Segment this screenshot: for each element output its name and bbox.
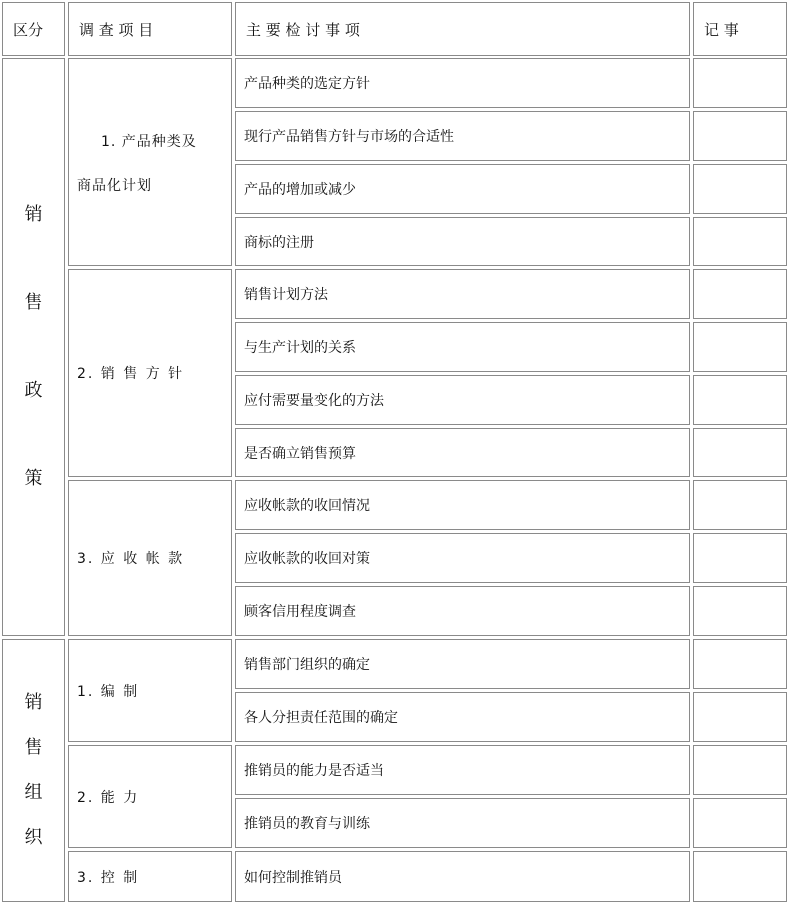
check-item	[235, 851, 690, 902]
check-item	[235, 480, 690, 530]
check-item-text: 应付需要量变化的方法	[244, 393, 384, 409]
notes-cell	[693, 269, 787, 319]
section-sales-policy-char: 售	[24, 292, 43, 313]
check-item	[235, 217, 690, 266]
category-ability	[68, 745, 232, 848]
check-item-text: 是否确立销售预算	[244, 445, 356, 462]
header-division	[2, 2, 65, 56]
category-sales-policy	[68, 269, 232, 477]
section-sales-organization	[2, 639, 65, 902]
category-product-types	[68, 58, 232, 266]
notes-cell	[693, 322, 787, 372]
category-ability-label: 2. 能 力	[77, 789, 140, 806]
header-notes-label: 记 事	[704, 20, 739, 39]
notes-cell	[693, 586, 787, 636]
header-division-label: 区分	[13, 20, 44, 39]
check-item	[235, 586, 690, 636]
check-item-text: 应收帐款的收回情况	[244, 498, 370, 514]
category-product-types-line1: 1. 产品种类及	[101, 134, 197, 150]
check-item	[235, 692, 690, 742]
section-sales-policy	[2, 58, 65, 636]
check-item-text: 现行产品销售方针与市场的合适性	[244, 129, 454, 145]
header-check-items	[235, 2, 690, 56]
check-item	[235, 533, 690, 583]
check-item-text: 顾客信用程度调查	[244, 604, 356, 620]
check-item	[235, 745, 690, 795]
check-item-text: 推销员的教育与训练	[244, 816, 370, 832]
header-survey-item-label: 调 查 项 目	[79, 20, 154, 39]
category-sales-policy-label: 2. 销 售 方 针	[77, 366, 185, 382]
header-check-items-label: 主 要 检 讨 事 项	[246, 20, 360, 39]
check-item	[235, 164, 690, 214]
section-sales-policy-char: 策	[24, 468, 43, 489]
section-sales-organization-char: 销	[24, 692, 43, 713]
notes-cell	[693, 217, 787, 266]
notes-cell	[693, 692, 787, 742]
notes-cell	[693, 639, 787, 689]
category-control-label: 3. 控 制	[77, 869, 140, 886]
check-item-text: 产品的增加或减少	[244, 182, 356, 198]
notes-cell	[693, 164, 787, 214]
check-item-text: 产品种类的选定方针	[244, 76, 370, 92]
check-item-text: 销售计划方法	[244, 287, 328, 303]
notes-cell	[693, 111, 787, 161]
check-item	[235, 58, 690, 108]
category-receivables-label: 3. 应 收 帐 款	[77, 551, 185, 567]
check-item-text: 如何控制推销员	[244, 869, 342, 886]
check-item	[235, 322, 690, 372]
check-item	[235, 639, 690, 689]
section-sales-policy-char: 销	[24, 204, 43, 225]
notes-cell	[693, 58, 787, 108]
check-item	[235, 798, 690, 848]
notes-cell	[693, 851, 787, 902]
check-item-text: 销售部门组织的确定	[244, 657, 370, 673]
category-receivables	[68, 480, 232, 636]
header-survey-item	[68, 2, 232, 56]
category-product-types-line2: 商品化计划	[77, 178, 152, 194]
section-sales-policy-char: 政	[24, 380, 43, 401]
section-sales-organization-char: 组	[24, 782, 43, 803]
check-item	[235, 428, 690, 477]
section-sales-organization-char: 售	[24, 737, 43, 758]
check-item	[235, 111, 690, 161]
check-item	[235, 375, 690, 425]
category-staffing	[68, 639, 232, 742]
notes-cell	[693, 375, 787, 425]
category-control	[68, 851, 232, 902]
notes-cell	[693, 745, 787, 795]
notes-cell	[693, 798, 787, 848]
check-item-text: 商标的注册	[244, 234, 314, 251]
check-item	[235, 269, 690, 319]
check-item-text: 应收帐款的收回对策	[244, 551, 370, 567]
notes-cell	[693, 533, 787, 583]
check-item-text: 推销员的能力是否适当	[244, 763, 384, 779]
header-notes	[693, 2, 787, 56]
notes-cell	[693, 480, 787, 530]
notes-cell	[693, 428, 787, 477]
category-staffing-label: 1. 编 制	[77, 683, 140, 700]
check-item-text: 各人分担责任范围的确定	[244, 710, 398, 726]
check-item-text: 与生产计划的关系	[244, 340, 356, 356]
section-sales-organization-char: 织	[24, 827, 43, 848]
